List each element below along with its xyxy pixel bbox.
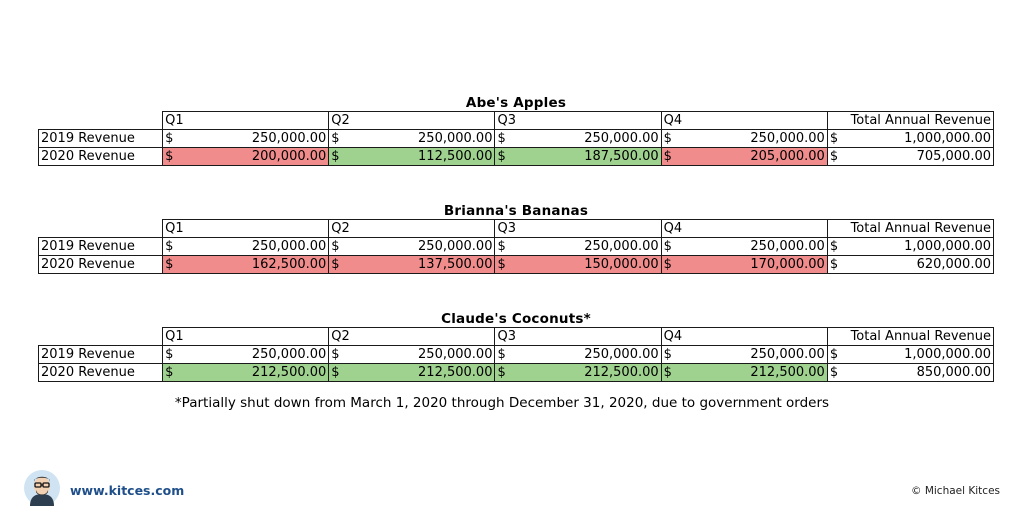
- column-header: Total Annual Revenue: [827, 112, 993, 130]
- total-value-cell: [827, 346, 993, 364]
- quarter-value-cell: [661, 256, 827, 274]
- table-title: Claude's Coconuts*: [441, 311, 591, 327]
- revenue-value: 250,000.00: [750, 131, 825, 146]
- currency-symbol: $: [165, 365, 174, 380]
- total-value-cell: [827, 148, 993, 166]
- total-value-cell: [827, 238, 993, 256]
- revenue-value: 205,000.00: [750, 149, 825, 164]
- revenue-value: 1,000,000.00: [904, 347, 991, 362]
- currency-symbol: $: [165, 347, 174, 362]
- revenue-value: 212,500.00: [750, 365, 825, 380]
- revenue-value: 250,000.00: [418, 131, 493, 146]
- quarter-value-cell: [329, 130, 495, 148]
- currency-symbol: $: [497, 347, 506, 362]
- quarter-value-cell: [495, 130, 661, 148]
- revenue-table: [38, 327, 994, 382]
- table-row: [39, 364, 994, 382]
- corner-cell: [39, 112, 163, 130]
- currency-symbol: $: [829, 239, 839, 254]
- header-row: [39, 328, 994, 346]
- quarter-value-cell: [661, 130, 827, 148]
- revenue-value: 620,000.00: [916, 257, 991, 272]
- column-header: Q2: [329, 112, 495, 130]
- quarter-value-cell: [661, 346, 827, 364]
- table-row: [39, 256, 994, 274]
- table-title: Brianna's Bananas: [443, 203, 589, 219]
- revenue-value: 250,000.00: [584, 347, 659, 362]
- currency-symbol: $: [829, 149, 839, 164]
- currency-symbol: $: [663, 365, 672, 380]
- total-value-cell: [827, 130, 993, 148]
- revenue-value: 112,500.00: [418, 149, 493, 164]
- table-row: [39, 238, 994, 256]
- currency-symbol: $: [497, 239, 506, 254]
- revenue-value: 250,000.00: [584, 131, 659, 146]
- row-label: 2020 Revenue: [39, 148, 163, 166]
- currency-symbol: $: [331, 257, 340, 272]
- currency-symbol: $: [331, 149, 340, 164]
- row-label: 2019 Revenue: [39, 130, 163, 148]
- quarter-value-cell: [163, 364, 329, 382]
- revenue-value: 1,000,000.00: [904, 239, 991, 254]
- quarter-value-cell: [329, 238, 495, 256]
- revenue-value: 212,500.00: [584, 365, 659, 380]
- quarter-value-cell: [495, 364, 661, 382]
- currency-symbol: $: [165, 149, 174, 164]
- header-row: [39, 220, 994, 238]
- revenue-value: 212,500.00: [251, 365, 327, 380]
- copyright-text: © Michael Kitces: [910, 485, 1000, 497]
- kitces-avatar-icon: [24, 470, 60, 506]
- currency-symbol: $: [331, 239, 340, 254]
- table-row: [39, 346, 994, 364]
- revenue-value: 212,500.00: [418, 365, 493, 380]
- revenue-value: 150,000.00: [584, 257, 659, 272]
- revenue-value: 705,000.00: [916, 149, 991, 164]
- currency-symbol: $: [829, 347, 839, 362]
- revenue-value: 250,000.00: [251, 347, 327, 362]
- quarter-value-cell: [661, 148, 827, 166]
- column-header: Q3: [495, 328, 661, 346]
- quarter-value-cell: [495, 148, 661, 166]
- revenue-value: 850,000.00: [916, 365, 991, 380]
- quarter-value-cell: [163, 148, 329, 166]
- total-value-cell: [827, 256, 993, 274]
- currency-symbol: $: [497, 149, 506, 164]
- quarter-value-cell: [163, 238, 329, 256]
- currency-symbol: $: [829, 365, 839, 380]
- quarter-value-cell: [495, 346, 661, 364]
- column-header: Q3: [495, 112, 661, 130]
- currency-symbol: $: [497, 257, 506, 272]
- column-header: Q1: [163, 220, 329, 238]
- revenue-value: 250,000.00: [750, 347, 825, 362]
- quarter-value-cell: [163, 346, 329, 364]
- quarter-value-cell: [661, 364, 827, 382]
- column-header: Q1: [163, 328, 329, 346]
- column-header: Q4: [661, 220, 827, 238]
- row-label: 2019 Revenue: [39, 346, 163, 364]
- currency-symbol: $: [663, 149, 672, 164]
- currency-symbol: $: [497, 131, 506, 146]
- footnote: *Partially shut down from March 1, 2020 through December 31, 2020, due to government orders: [174, 395, 830, 411]
- kitces-website-link[interactable]: www.kitces.com: [70, 483, 185, 498]
- row-label: 2020 Revenue: [39, 256, 163, 274]
- revenue-table: [38, 219, 994, 274]
- table-title: Abe's Apples: [465, 95, 567, 111]
- column-header: Q4: [661, 328, 827, 346]
- revenue-value: 250,000.00: [418, 347, 493, 362]
- currency-symbol: $: [165, 257, 174, 272]
- currency-symbol: $: [331, 365, 340, 380]
- quarter-value-cell: [163, 256, 329, 274]
- currency-symbol: $: [165, 239, 174, 254]
- row-label: 2019 Revenue: [39, 238, 163, 256]
- revenue-value: 200,000.00: [251, 149, 327, 164]
- column-header: Q1: [163, 112, 329, 130]
- column-header: Q3: [495, 220, 661, 238]
- currency-symbol: $: [497, 365, 506, 380]
- revenue-value: 170,000.00: [750, 257, 825, 272]
- currency-symbol: $: [663, 347, 672, 362]
- revenue-value: 250,000.00: [418, 239, 493, 254]
- revenue-value: 250,000.00: [750, 239, 825, 254]
- revenue-value: 1,000,000.00: [904, 131, 991, 146]
- revenue-value: 162,500.00: [251, 257, 327, 272]
- table-row: [39, 148, 994, 166]
- currency-symbol: $: [331, 347, 340, 362]
- quarter-value-cell: [163, 130, 329, 148]
- revenue-value: 137,500.00: [418, 257, 493, 272]
- table-row: [39, 130, 994, 148]
- quarter-value-cell: [661, 238, 827, 256]
- revenue-table: [38, 111, 994, 166]
- quarter-value-cell: [329, 346, 495, 364]
- revenue-value: 250,000.00: [251, 131, 327, 146]
- total-value-cell: [827, 364, 993, 382]
- quarter-value-cell: [495, 238, 661, 256]
- column-header: Total Annual Revenue: [827, 220, 993, 238]
- currency-symbol: $: [663, 239, 672, 254]
- currency-symbol: $: [165, 131, 174, 146]
- column-header: Q2: [329, 328, 495, 346]
- quarter-value-cell: [329, 148, 495, 166]
- column-header: Total Annual Revenue: [827, 328, 993, 346]
- row-label: 2020 Revenue: [39, 364, 163, 382]
- column-header: Q4: [661, 112, 827, 130]
- revenue-value: 250,000.00: [584, 239, 659, 254]
- currency-symbol: $: [663, 131, 672, 146]
- corner-cell: [39, 220, 163, 238]
- currency-symbol: $: [331, 131, 340, 146]
- currency-symbol: $: [829, 131, 839, 146]
- quarter-value-cell: [329, 364, 495, 382]
- currency-symbol: $: [663, 257, 672, 272]
- corner-cell: [39, 328, 163, 346]
- column-header: Q2: [329, 220, 495, 238]
- revenue-value: 250,000.00: [251, 239, 327, 254]
- revenue-value: 187,500.00: [584, 149, 659, 164]
- quarter-value-cell: [495, 256, 661, 274]
- header-row: [39, 112, 994, 130]
- quarter-value-cell: [329, 256, 495, 274]
- currency-symbol: $: [829, 257, 839, 272]
